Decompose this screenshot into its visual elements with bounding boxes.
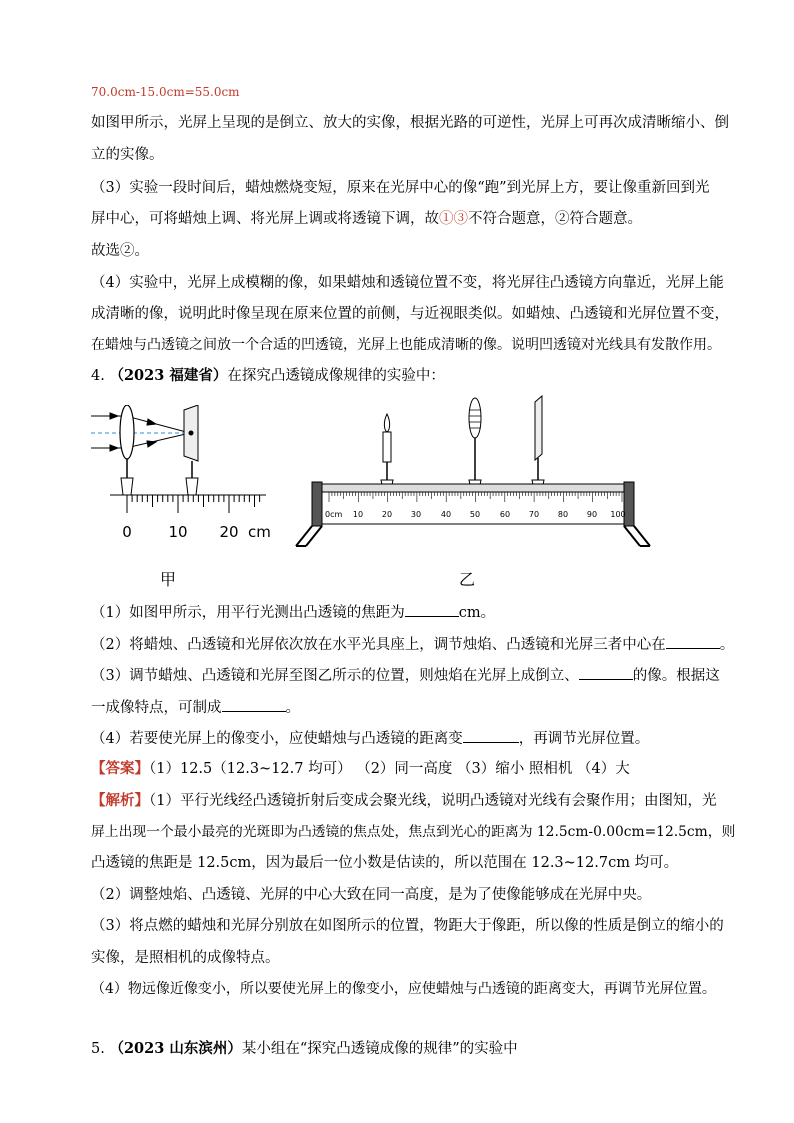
text-span: ，再调节光屏位置。	[518, 731, 650, 747]
answer-blank[interactable]	[579, 665, 633, 680]
question-4-part-1	[91, 602, 495, 623]
answer-blank[interactable]	[405, 602, 459, 617]
answer-blank[interactable]	[666, 634, 720, 649]
answer-tag: 【答案】	[91, 760, 149, 777]
question-4-part-4	[91, 728, 649, 749]
tick-label: 80	[557, 510, 569, 519]
question-number: 4.	[91, 368, 105, 384]
text-line: 立的实像。	[91, 147, 164, 163]
question-text: 在探究凸透镜成像规律的实验中：	[227, 368, 445, 384]
figure-caption-yi: 乙	[459, 570, 476, 589]
light-screen-yi	[532, 396, 544, 490]
answer-line	[91, 759, 630, 779]
text-span: cm。	[458, 605, 496, 621]
tick-label: 40	[440, 510, 452, 519]
tick-label: 20	[219, 523, 239, 541]
text-line: （3）实验一段时间后，蜡烛燃烧变短，原来在光屏中心的像“跑”到光屏上方，要让像重新回到光	[91, 180, 710, 196]
unit-label: cm	[248, 523, 271, 541]
tick-label: 0	[122, 523, 132, 541]
answer-blank[interactable]	[222, 697, 286, 712]
explanation-line: 屏上出现一个最小最亮的光斑即为凸透镜的焦点处，焦点到光心的距离为 12.5cm-0.00cm=12.5cm，则	[91, 824, 736, 840]
question-4-part-2	[91, 634, 734, 655]
tick-label: 10	[352, 510, 364, 519]
tick-label: 50	[469, 510, 481, 519]
text-line: 如图甲所示，光屏上呈现的是倒立、放大的实像，根据光路的可逆性，光屏上可再次成清晰缩小、倒	[91, 115, 729, 131]
answer-blank[interactable]	[463, 728, 519, 743]
tick-label: 90	[586, 510, 598, 519]
parallel-light-rays	[91, 413, 190, 451]
tick-label: 100	[610, 510, 626, 519]
focus-spot	[189, 431, 194, 436]
question-source: （2023 山东滨州）	[109, 1040, 242, 1057]
tick-label: 10	[168, 523, 188, 541]
explanation-line: （2）调整烛焰、凸透镜、光屏的中心大致在同一高度，是为了使像能够成在光屏中央。	[91, 887, 652, 903]
ruler-unit-label: 0cm	[325, 510, 343, 519]
question-number: 5.	[91, 1041, 105, 1057]
explanation-line	[91, 791, 716, 811]
tick-label: 30	[410, 510, 422, 519]
question-4-part-3-cont	[91, 697, 300, 718]
text-span: 。	[285, 700, 300, 716]
convex-lens-yi	[469, 398, 481, 490]
text-span: （3）调节蜡烛、凸透镜和光屏至图乙所示的位置，则烛焰在光屏上成倒立、	[91, 668, 579, 684]
question-text: 某小组在“探究凸透镜成像的规律”的实验中	[241, 1041, 518, 1057]
text-span: 屏中心，可将蜡烛上调、将光屏上调或将透镜下调，故	[91, 211, 439, 227]
explanation-tag: 【解析】	[91, 792, 149, 809]
text-span: 的像。根据这	[632, 668, 720, 684]
figure-caption-jia: 甲	[160, 570, 177, 589]
text-line: 成清晰的像，说明此时像呈现在原来位置的前侧，与近视眼类似。如蜡烛、凸透镜和光屏位置不变，	[91, 306, 729, 322]
question-source: （2023 福建省）	[109, 367, 228, 384]
question-4-header	[91, 366, 445, 386]
figure-yi	[292, 392, 654, 554]
explanation-text: （1）平行光线经凸透镜折射后变成会聚光线，说明凸透镜对光线有会聚作用；由图知，光	[149, 793, 717, 809]
text-span: （1）如图甲所示，用平行光测出凸透镜的焦距为	[91, 605, 405, 621]
text-span: 一成像特点，可制成	[91, 700, 222, 716]
text-line: 在蜡烛与凸透镜之间放一个合适的凹透镜，光屏上也能成清晰的像。说明凹透镜对光线具有发散作用。	[91, 337, 721, 353]
figure-jia	[88, 405, 278, 550]
convex-lens	[120, 405, 134, 459]
text-span: （2）将蜡烛、凸透镜和光屏依次放在水平光具座上，调节烛焰、凸透镜和光屏三者中心在	[91, 637, 666, 653]
answer-text: （1）12.5（12.3~12.7 均可） （2）同一高度 （3）缩小 照相机 （4）大	[149, 761, 630, 777]
highlight-span: ①③	[439, 211, 468, 227]
ruler-jia	[110, 495, 266, 513]
explanation-line: （3）将点燃的蜡烛和光屏分别放在如图所示的位置，物距大于像距，所以像的性质是倒立的缩小的	[91, 918, 724, 934]
text-span: （4）若要使光屏上的像变小，应使蜡烛与凸透镜的距离变	[91, 731, 463, 747]
explanation-line: （4）物远像近像变小，所以要使光屏上的像变小，应使蜡烛与凸透镜的距离变大，再调节光屏位置。	[91, 981, 716, 997]
tick-label: 70	[528, 510, 540, 519]
candle	[381, 414, 393, 490]
explanation-line: 实像，是照相机的成像特点。	[91, 950, 280, 966]
question-4-part-3	[91, 665, 720, 686]
text-line	[91, 209, 642, 229]
text-line: （4）实验中，光屏上成模糊的像，如果蜡烛和透镜位置不变，将光屏往凸透镜方向靠近，光屏上能	[91, 275, 724, 291]
tick-label: 60	[499, 510, 511, 519]
question-5-header	[91, 1039, 518, 1059]
calc-line: 70.0cm-15.0cm=55.0cm	[91, 85, 240, 99]
explanation-line: 凸透镜的焦距是 12.5cm，因为最后一位小数是估读的，所以范围在 12.3~12.7cm 均可。	[91, 855, 679, 871]
text-line: 故选②。	[91, 243, 149, 259]
text-span: 。	[719, 637, 735, 653]
text-span: 不符合题意，②符合题意。	[468, 211, 642, 227]
tick-label: 20	[381, 510, 393, 519]
